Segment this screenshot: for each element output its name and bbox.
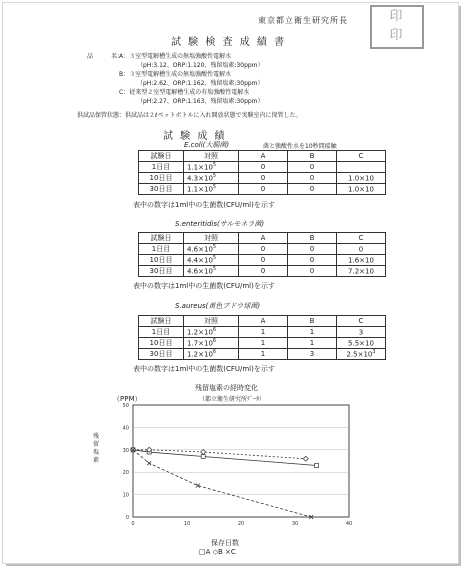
storage-condition: 供試品保管状態：供試品は２ℓペットボトルに入れ開放状態で実験室内に保管した。 xyxy=(77,112,302,119)
product-b-spec: （pH:2.62、ORP:1.162、残留塩素:30ppm） xyxy=(137,80,264,87)
table2-title: S.enteritidis(サルモネラ菌) xyxy=(175,220,265,228)
header-b: B xyxy=(288,233,337,244)
cell-day: 10日目 xyxy=(139,255,184,266)
header-day: 試験日 xyxy=(139,233,184,244)
cell-control: $4.4\times 10^5$ xyxy=(184,255,239,266)
table-row xyxy=(139,173,386,184)
cell-b: 1 xyxy=(288,327,337,338)
y-tick-label: 0 xyxy=(125,515,129,521)
results-heading: 試 験 成 績 xyxy=(163,131,227,142)
header-control: 対照 xyxy=(184,233,239,244)
official-seal: 印 印 xyxy=(370,5,424,49)
cell-c: 3 xyxy=(337,327,386,338)
cell-a: 0 xyxy=(239,162,288,173)
cell-c: 1.6×10 xyxy=(337,255,386,266)
cell-a: 1 xyxy=(239,349,288,360)
document-page xyxy=(2,2,459,564)
table-row xyxy=(139,327,386,338)
y-tick-label: 50 xyxy=(122,403,129,409)
cell-a: 0 xyxy=(239,244,288,255)
table-row xyxy=(139,349,386,360)
data-point-a xyxy=(315,463,319,467)
table3-title: S.aureus(黄色ブドウ球菌) xyxy=(175,302,261,310)
cell-day: 1日目 xyxy=(139,162,184,173)
data-point-c xyxy=(147,461,151,465)
ecoli-table xyxy=(138,150,386,195)
chart-y-unit: （PPM） xyxy=(113,395,142,403)
salmonella-table xyxy=(138,232,386,277)
header-a: A xyxy=(239,151,288,162)
product-label: 品 名： xyxy=(87,53,124,60)
chart-legend: □A ◇B ×C xyxy=(199,548,236,556)
table-header-row xyxy=(139,151,386,162)
cell-day: 30日目 xyxy=(139,349,184,360)
table1-title: E.coli(大腸菌) xyxy=(184,141,230,149)
cell-day: 1日目 xyxy=(139,244,184,255)
cell-a: 0 xyxy=(239,173,288,184)
cell-control: $1.1\times 10^5$ xyxy=(184,184,239,195)
y-tick-label: 40 xyxy=(122,425,129,432)
table-row xyxy=(139,162,386,173)
cell-b: 0 xyxy=(288,162,337,173)
cell-day: 30日目 xyxy=(139,184,184,195)
header-day: 試験日 xyxy=(139,151,184,162)
header-control: 対照 xyxy=(184,316,239,327)
product-b-name: B：３室型電解槽生成の無塩強酸性電解水 xyxy=(119,71,232,78)
plot-area-frame xyxy=(133,405,349,517)
header-b: B xyxy=(288,151,337,162)
header-control: 対照 xyxy=(184,151,239,162)
cell-c: 1.0×10 xyxy=(337,184,386,195)
table2-note: 表中の数字は1ml中の生菌数(CFU/ml)を示す xyxy=(133,282,275,290)
cell-c: $2.5\times 10^3$ xyxy=(337,349,386,360)
cell-b: 0 xyxy=(288,244,337,255)
cell-c xyxy=(337,162,386,173)
chart-title: 残留塩素の経時変化 xyxy=(195,384,258,392)
data-point-a xyxy=(201,455,205,459)
cell-b: 1 xyxy=(288,338,337,349)
cell-control: $1.1\times 10^5$ xyxy=(184,162,239,173)
table1-note: 表中の数字は1ml中の生菌数(CFU/ml)を示す xyxy=(133,201,275,209)
cell-a: 0 xyxy=(239,255,288,266)
table-row xyxy=(139,184,386,195)
y-tick-label: 10 xyxy=(122,492,129,499)
cell-control: $1.7\times 10^6$ xyxy=(184,338,239,349)
series-line-c xyxy=(133,450,311,517)
cell-a: 1 xyxy=(239,327,288,338)
product-a-name: A：３室型電解槽生成の無塩強酸性電解水 xyxy=(119,53,232,60)
product-c-spec: （pH:2.27、ORP:1.163、残留塩素:30ppm） xyxy=(137,98,264,105)
cell-control: $1.2\times 10^6$ xyxy=(184,327,239,338)
cell-c: 5.5×10 xyxy=(337,338,386,349)
x-tick-label: 30 xyxy=(291,521,299,527)
chart-subtitle: （都立衛生研究所ﾃﾞｰﾀ） xyxy=(199,396,266,403)
header-a: A xyxy=(239,233,288,244)
product-a-spec: （pH:3.12、ORP:1.120、残留塩素:30ppm） xyxy=(137,62,264,69)
cell-b: 0 xyxy=(288,255,337,266)
header-a: A xyxy=(239,316,288,327)
cell-b: 3 xyxy=(288,349,337,360)
cell-day: 1日目 xyxy=(139,327,184,338)
cell-control: $4.6\times 10^5$ xyxy=(184,244,239,255)
table-row xyxy=(139,244,386,255)
document-title: 試 験 検 査 成 績 書 xyxy=(171,37,287,48)
aureus-table xyxy=(138,315,386,360)
table-header-row xyxy=(139,316,386,327)
cell-a: 0 xyxy=(239,184,288,195)
product-c-name: C：従来型２室型電解槽生成の有塩強酸性電解水 xyxy=(119,89,250,96)
table1-subtitle: 菌と強酸性水を10秒間接触 xyxy=(263,143,337,150)
table-row xyxy=(139,255,386,266)
x-tick-label: 0 xyxy=(131,521,135,527)
residual-chlorine-chart xyxy=(111,401,361,531)
cell-control: $4.3\times 10^5$ xyxy=(184,173,239,184)
cell-control: $1.2\times 10^6$ xyxy=(184,349,239,360)
cell-day: 30日目 xyxy=(139,266,184,277)
chart-x-label: 保存日数 xyxy=(211,539,239,547)
cell-a: 0 xyxy=(239,266,288,277)
cell-b: 0 xyxy=(288,173,337,184)
table-row xyxy=(139,266,386,277)
cell-a: 1 xyxy=(239,338,288,349)
table-row xyxy=(139,338,386,349)
cell-b: 0 xyxy=(288,266,337,277)
chart-y-label: 残留塩素 xyxy=(93,433,100,464)
header-c: C xyxy=(337,316,386,327)
cell-b: 0 xyxy=(288,184,337,195)
cell-c: 1.0×10 xyxy=(337,173,386,184)
y-tick-label: 20 xyxy=(122,470,129,477)
cell-c: 0 xyxy=(337,244,386,255)
cell-c: 7.2×10 xyxy=(337,266,386,277)
header-day: 試験日 xyxy=(139,316,184,327)
cell-day: 10日目 xyxy=(139,173,184,184)
x-tick-label: 20 xyxy=(237,521,245,527)
cell-control: $4.6\times 10^5$ xyxy=(184,266,239,277)
x-tick-label: 10 xyxy=(183,521,191,527)
header-c: C xyxy=(337,151,386,162)
institute-name: 東京都立衛生研究所長 xyxy=(258,16,348,25)
y-tick-label: 30 xyxy=(122,447,129,454)
header-b: B xyxy=(288,316,337,327)
data-point-b xyxy=(303,456,308,461)
header-c: C xyxy=(337,233,386,244)
x-tick-label: 40 xyxy=(345,521,353,527)
cell-day: 10日目 xyxy=(139,338,184,349)
table-header-row xyxy=(139,233,386,244)
data-point-b xyxy=(201,450,206,455)
table3-note: 表中の数字は1ml中の生菌数(CFU/ml)を示す xyxy=(133,365,275,373)
